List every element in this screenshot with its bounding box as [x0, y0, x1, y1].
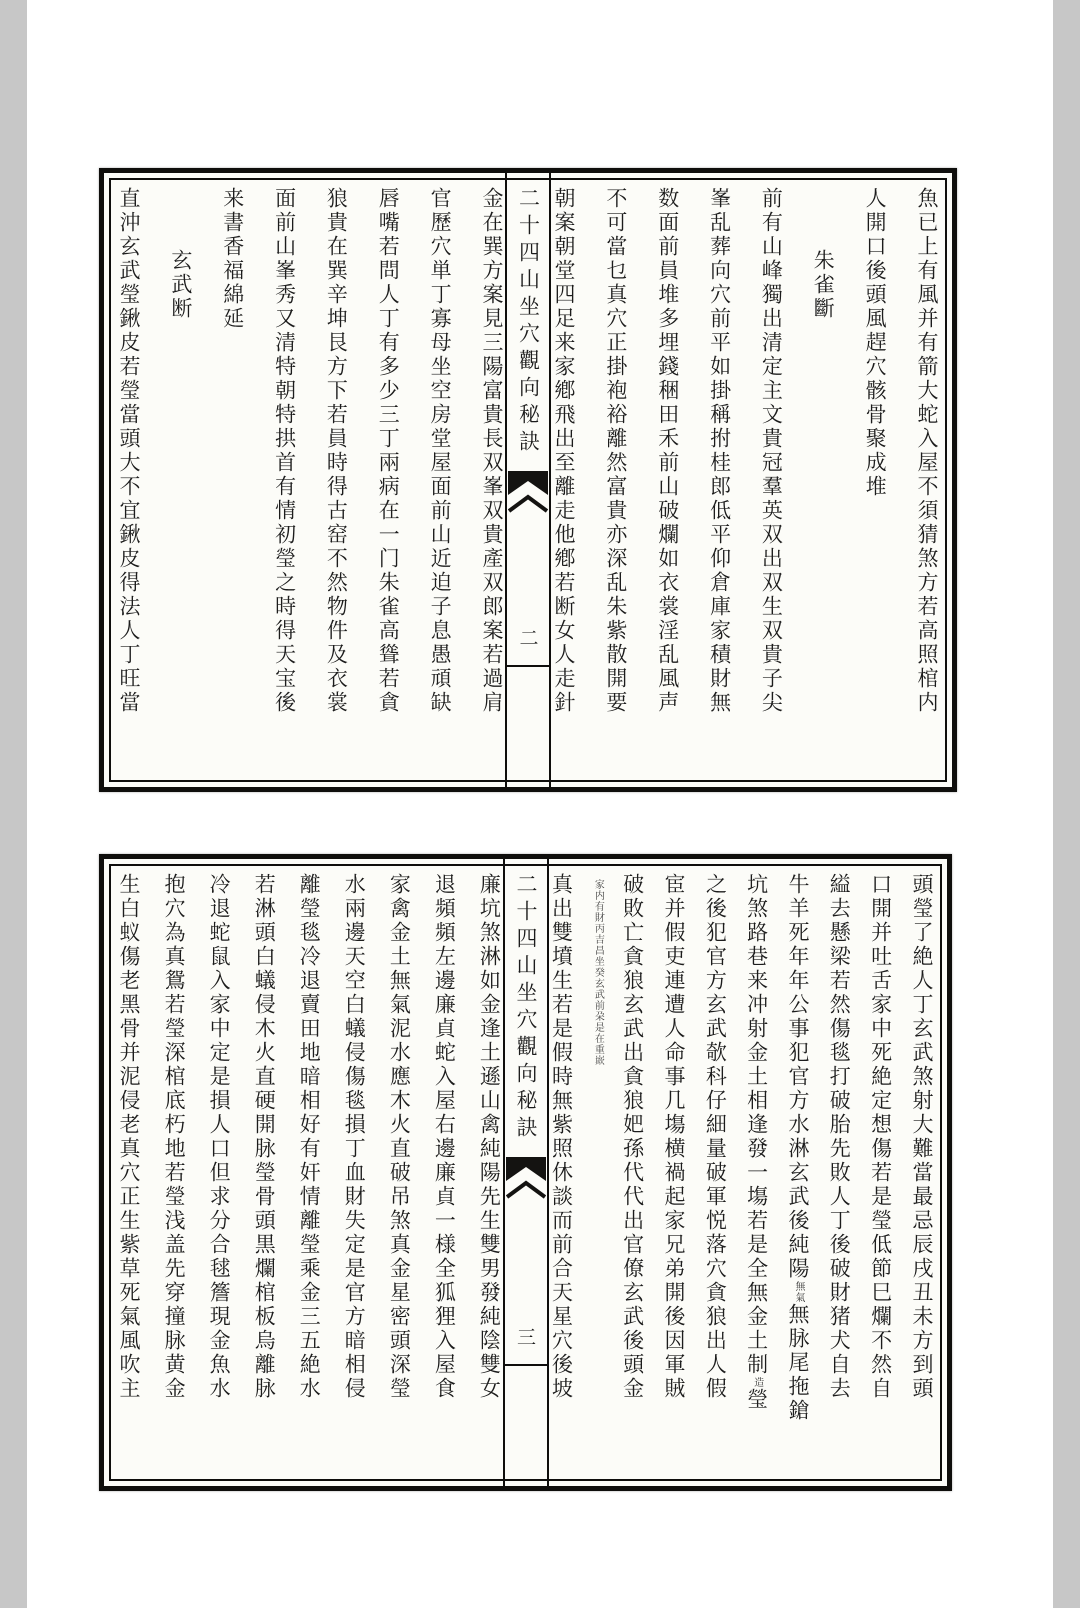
text-column	[222, 187, 244, 777]
folio-page-number: 二	[516, 628, 539, 647]
column-text: 魚已上有風并有箭大蛇入屋不須猜煞方若高照棺内	[914, 187, 939, 715]
text-column	[433, 873, 455, 1476]
column-text: 家内有財丙吉昌坐癸玄武前朶是在重㠌	[592, 879, 604, 1066]
text-column	[622, 873, 644, 1476]
column-text: 之後犯官方玄武欹科仔細量破軍悦落穴貪狼出人假	[703, 873, 728, 1401]
column-text: 朱雀斷	[811, 249, 836, 321]
text-column	[481, 187, 503, 777]
column-text: 数面前員堆多埋錢稇田禾前山破爛如衣裳淫乱風声	[655, 187, 680, 715]
column-text: 口開并吐舌家中死絶定想傷若是瑩低節巳爛不然自	[868, 873, 893, 1401]
column-text: 前有山峰獨出清定主文貴冠羣英双出双生双貴子尖	[759, 187, 784, 715]
column-text: 面前山峯秀又清特朝特拱首有情初瑩之時得天宝後	[272, 187, 297, 715]
text-column	[828, 873, 850, 1476]
column-text: 若淋頭白蟻侵木火直硬開脉瑩骨頭黒爛棺板烏離脉	[252, 873, 277, 1401]
right-half-text-block	[551, 183, 940, 777]
column-text: 来書香福綿延	[220, 187, 245, 331]
column-text: 直沖玄武瑩鍬皮若瑩當頭大不宜鍬皮得法人丁旺當	[117, 187, 142, 715]
column-text: 牛羊死年年公事犯官方水淋玄武後純陽	[785, 873, 810, 1281]
column-text: 廉坑煞淋如金逢土遜山禽純陽先生雙男發純陰雙女	[477, 873, 502, 1401]
strip-bottom-cell	[505, 1364, 547, 1486]
gray-margin-right	[1053, 0, 1080, 1608]
column-text: 離瑩毯冷退賣田地暗相好有奸情離瑩乘金三五絶水	[297, 873, 322, 1401]
column-text: 冷退蛇鼠入家中定是損人口但求分合毬簷現金魚水	[207, 873, 232, 1401]
text-column	[478, 873, 500, 1476]
column-text: 狼貴在巽辛坤艮方下若員時得古窑不然物件及衣裳	[324, 187, 349, 715]
fish-tail-icon	[506, 1157, 546, 1211]
text-column	[253, 873, 275, 1476]
folio-page-number: 三	[514, 1327, 536, 1346]
left-half-text-block	[116, 183, 505, 777]
page-content	[116, 183, 940, 777]
text-column	[916, 187, 938, 777]
text-column	[553, 187, 575, 777]
text-column	[388, 873, 410, 1476]
text-column	[605, 187, 627, 777]
page-content	[116, 869, 935, 1476]
column-text: 家禽金土無氣泥水應木火直破吊煞真金星密頭深瑩	[387, 873, 412, 1401]
column-text: 官歷穴単丁寡母坐空房堂屋面前山近迫子息愚頑缺	[428, 187, 453, 715]
text-column	[657, 187, 679, 777]
text-column	[325, 187, 347, 777]
column-text: 無脉尾拖鎗	[785, 1303, 810, 1423]
column-text: 不可當乜真穴正掛袍裕離然富貴亦深乱朱紫散開要	[603, 187, 628, 715]
column-text: 峯乱葬向穴前平如掛稱拊桂郎低平仰倉庫家積財無	[707, 187, 732, 715]
text-column	[118, 187, 140, 777]
column-text: 朝案朝堂四足来家鄕飛出至離走他鄕若断女人走針	[552, 187, 577, 715]
folio-strip	[503, 859, 549, 1486]
text-column	[274, 187, 296, 777]
interlinear-annotation	[592, 873, 603, 1144]
column-text: 瑩	[744, 1388, 769, 1412]
folio-title: 二十四山坐穴觀向秘訣	[514, 873, 538, 1143]
strip-bottom-cell	[507, 665, 549, 787]
column-text: 坑煞路巷来冲射金土相逢發一塲若是全無金土制	[744, 873, 769, 1377]
text-column	[163, 873, 185, 1476]
right-half-text-block	[549, 869, 936, 1476]
small-inline-note: 造	[751, 1377, 763, 1388]
folio-title: 二十四山坐穴觀向秘訣	[516, 187, 541, 457]
column-text: 金在巽方案見三陽富貴長双峯双貴產双郎案若過肩	[479, 187, 504, 715]
column-text: 生白蚁傷老黑骨并泥侵老真穴正生紫草死氣風吹主	[117, 873, 142, 1401]
small-inline-note: 無氣	[792, 1281, 804, 1303]
text-column	[709, 187, 731, 777]
folio-strip	[505, 173, 551, 787]
text-column	[663, 873, 685, 1476]
gray-margin-left	[0, 0, 27, 1608]
text-column	[377, 187, 399, 777]
column-text: 真出雙墳生若是假時無紫照休談而前合天星穴後坡	[549, 873, 574, 1401]
column-text: 縊去懸梁若然傷毯打破胎先敗人丁後破財猪犬自去	[827, 873, 852, 1401]
text-column	[298, 873, 320, 1476]
text-column	[760, 187, 782, 777]
column-text: 抱穴為真鴛若瑩深棺底朽地若瑩浅盖先穿撞脉黄金	[162, 873, 187, 1401]
text-column	[746, 873, 768, 1476]
text-column	[704, 873, 726, 1476]
text-column	[864, 187, 886, 777]
section-header-column	[170, 187, 192, 777]
text-column	[208, 873, 230, 1476]
text-column	[551, 873, 573, 1476]
column-text: 宦并假吏連遭人命事几塲横禍起家兄弟開後因軍賊	[661, 873, 686, 1401]
column-text: 破敗亡貪狼玄武出貪狼妑孫代代出官僚玄武後頭金	[620, 873, 645, 1401]
scan-page-folio-2	[99, 168, 957, 792]
column-text: 玄武断	[168, 249, 193, 321]
text-column	[429, 187, 451, 777]
text-column	[911, 873, 933, 1476]
text-column	[343, 873, 365, 1476]
column-text: 頭瑩了絶人丁玄武煞射大難當最忌辰戌丑未方到頭	[909, 873, 934, 1401]
text-column	[787, 873, 809, 1476]
column-text: 唇嘴若問人丁有多少三丁兩病在一门朱雀高聳若貪	[376, 187, 401, 715]
scan-page-folio-3	[99, 854, 952, 1491]
text-column	[870, 873, 892, 1476]
fish-tail-icon	[508, 471, 548, 525]
text-column	[118, 873, 140, 1476]
section-header-column	[812, 187, 834, 777]
column-text: 人開口後頭風趕穴骸骨聚成堆	[863, 187, 888, 499]
column-text: 退頻頻左邊廉貞蛇入屋右邊廉貞一様全狐狸入屋食	[432, 873, 457, 1401]
column-text: 水兩邊天空白蟻侵傷毯損丁血財失定是官方暗相侵	[342, 873, 367, 1401]
left-half-text-block	[116, 869, 503, 1476]
